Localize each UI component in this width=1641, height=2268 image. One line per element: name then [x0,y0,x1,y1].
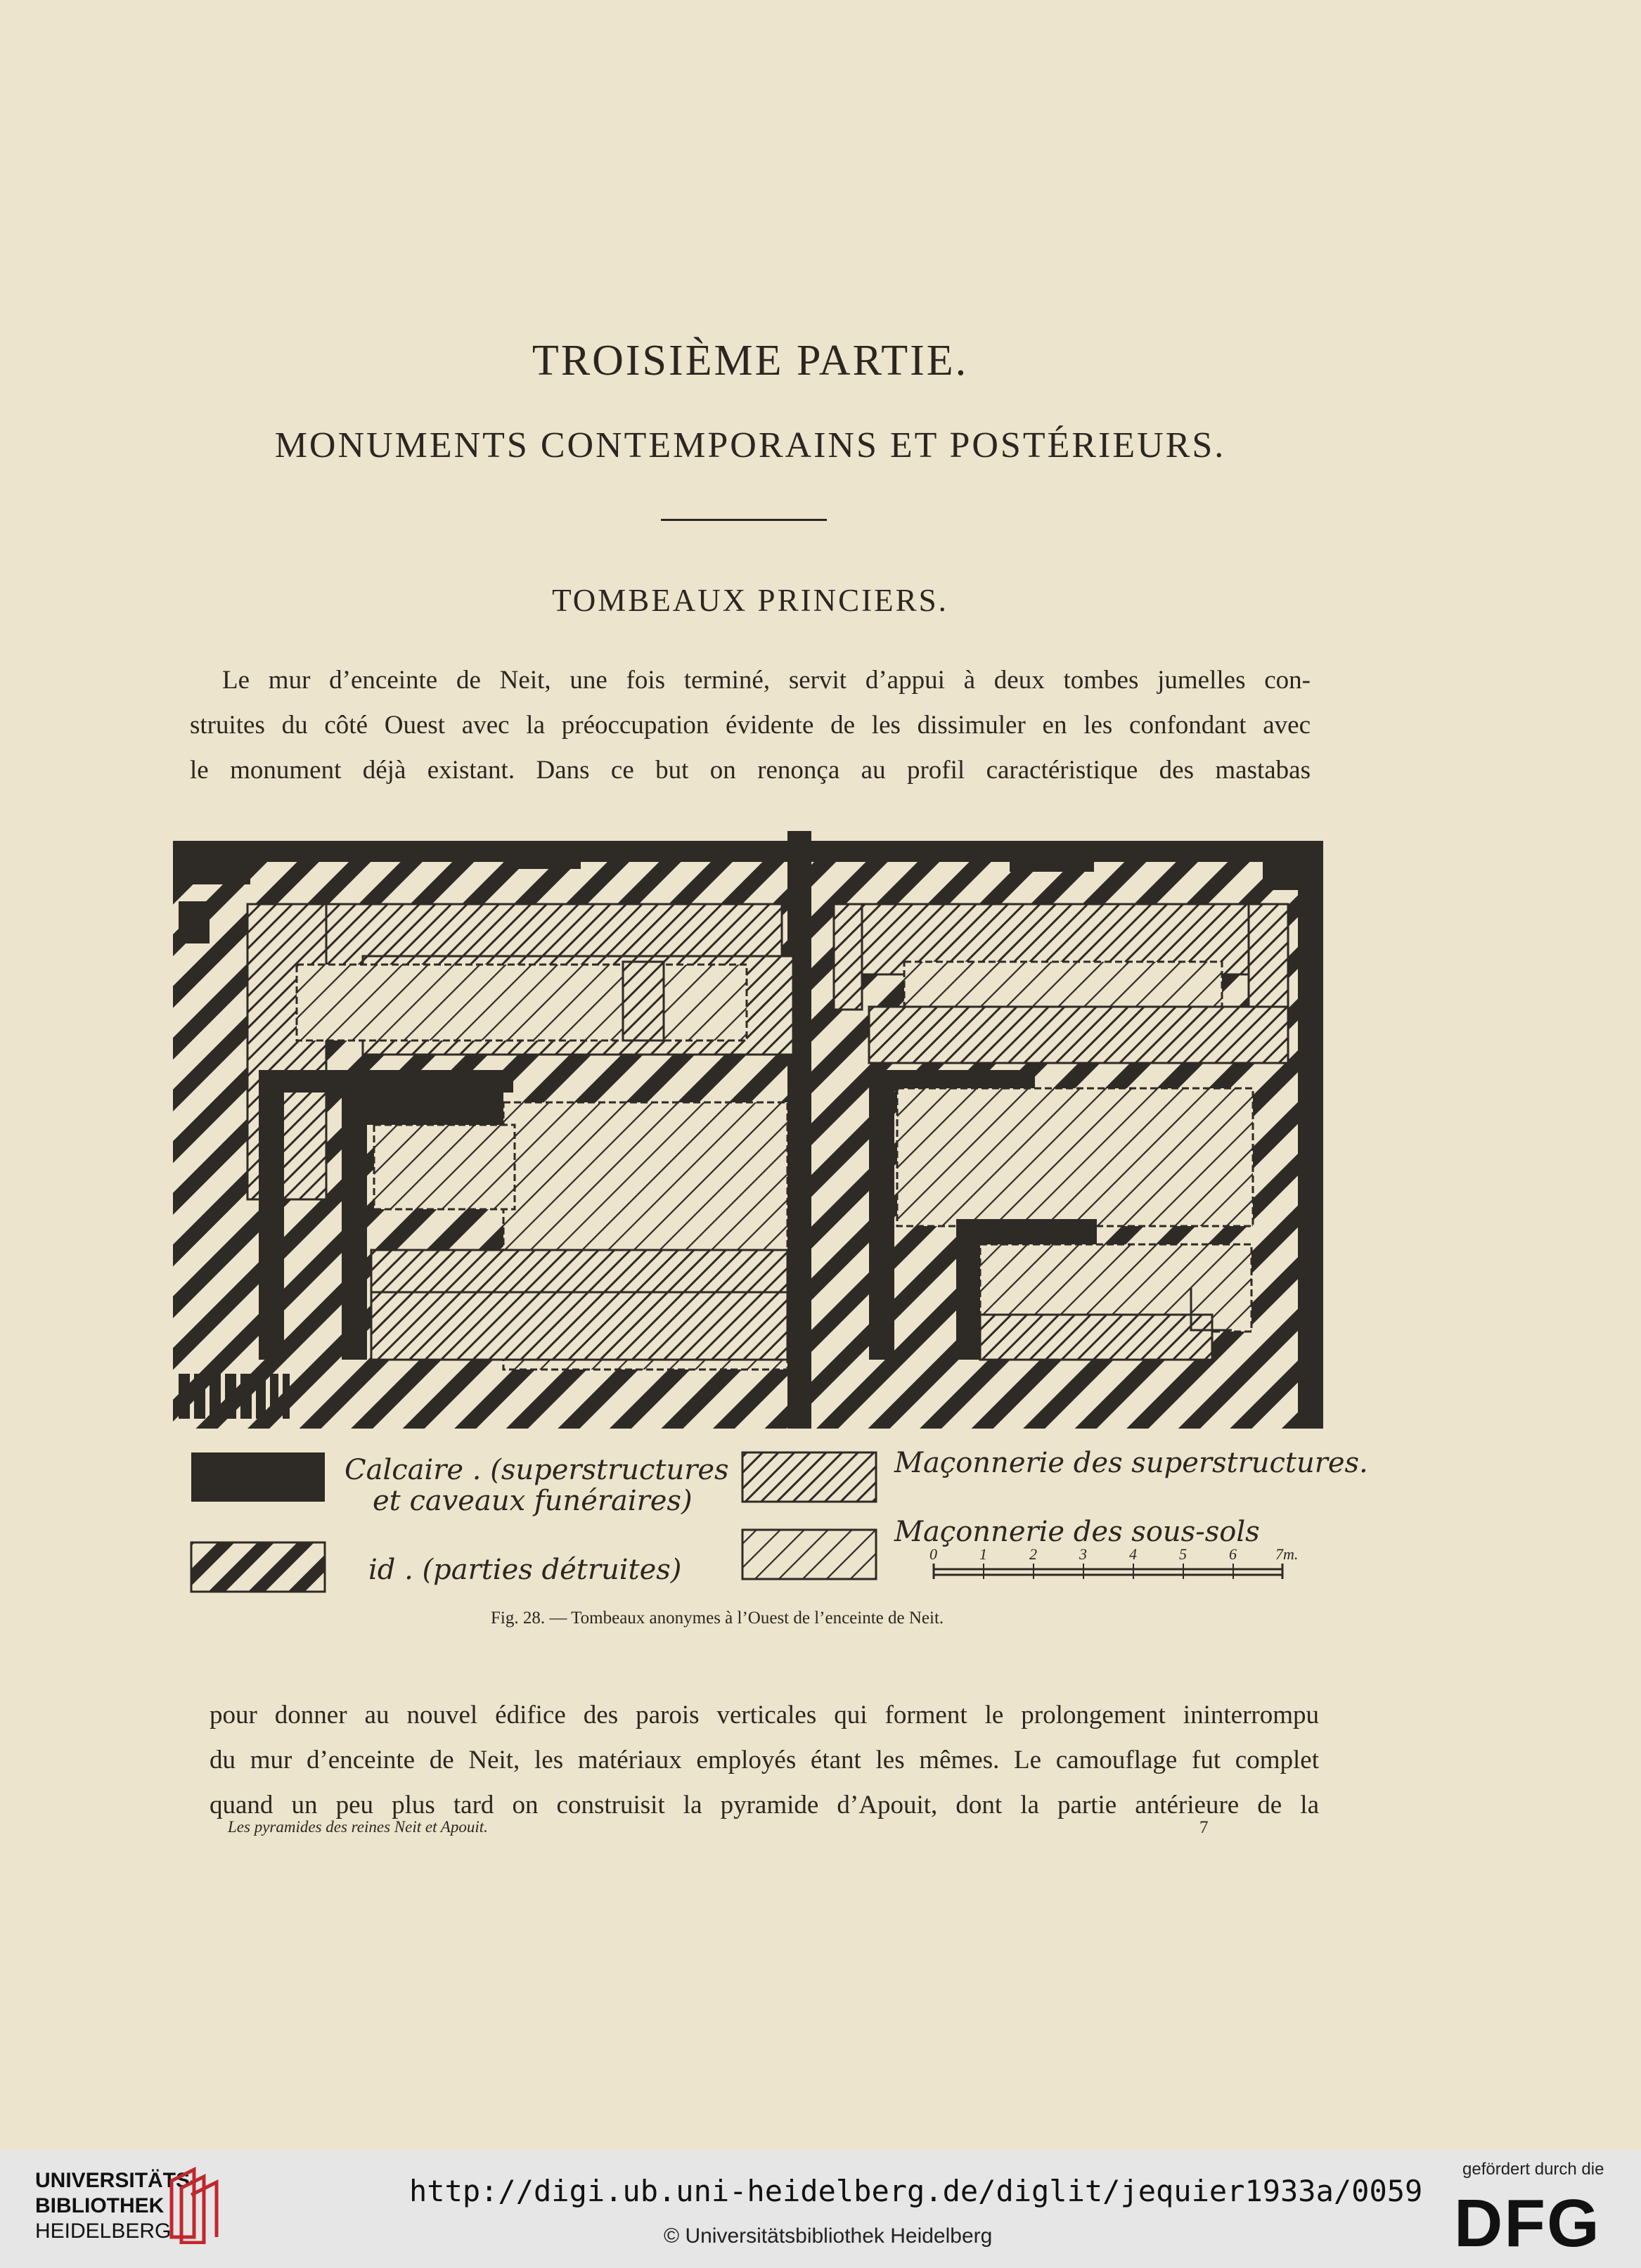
library-line: HEIDELBERG [35,2219,172,2243]
legend-swatch-superstructures [742,1452,876,1502]
paragraph-line: pour donner au nouvel édifice des parois verticales qui forment le prolongement ininterrompu [210,1701,1319,1729]
scale-label: 2 [1029,1545,1037,1563]
paragraph-1 [190,658,1311,793]
part-subtitle: MONUMENTS CONTEMPORAINS ET POSTÉRIEURS. [274,425,1226,465]
title-divider [661,519,827,521]
legend-label-calcaire-2: et caveaux funéraires) [373,1485,693,1517]
plan-central-wall [787,831,811,1429]
legend-label-detruites: id . (parties détruites) [368,1554,682,1586]
scale-label: 1 [979,1545,987,1563]
plan-top-band [173,841,1323,862]
dfg-logo[interactable]: DFG [1454,2186,1601,2261]
figure-caption: Fig. 28. — Tombeaux anonymes à l’Ouest de l’enceinte de Neit. [491,1609,944,1628]
scale-label: 3 [1079,1545,1087,1563]
legend-swatch-sous-sols [742,1530,876,1579]
scale-label: 6 [1229,1545,1237,1563]
digitization-bar [0,2150,1641,2268]
scale-label: 7m. [1275,1545,1299,1563]
tomb-plan-figure [173,831,1326,1436]
plan-bottom-blocks [179,1374,290,1419]
scale-label: 4 [1129,1545,1137,1563]
legend-label-sous-sols: Maçonnerie des sous-sols [894,1516,1260,1548]
paragraph-line: du mur d’enceinte de Neit, les matériaux employés étant les mêmes. Le camouflage fut complet [210,1746,1319,1774]
legend-label-calcaire-1: Calcaire . (superstructures [345,1454,729,1486]
legend-label-superstructures: Maçonnerie des superstructures. [894,1447,1368,1479]
scale-label: 0 [929,1545,937,1563]
section-title: TOMBEAUX PRINCIERS. [552,583,948,618]
paragraph-line: struites du côté Ouest avec la préoccupation évidente de les dissimuler en les confondant avec [190,711,1311,740]
running-title: Les pyramides des reines Neit et Apouit. [228,1818,488,1836]
permalink-url[interactable]: http://digi.ub.uni-heidelberg.de/diglit/jequier1933a/0059 [409,2174,1423,2208]
paragraph-line: Le mur d’enceinte de Neit, une fois terminé, servit d’appui à deux tombes jumelles con- [222,666,1311,695]
funding-note: gefördert durch die [1462,2160,1604,2179]
copyright-notice: © Universitätsbibliothek Heidelberg [664,2224,993,2248]
scale-label: 5 [1179,1545,1187,1563]
paragraph-2 [210,1693,1319,1828]
library-logo-icon[interactable] [166,2167,222,2244]
scale-bar [934,1564,1282,1579]
paragraph-line: quand un peu plus tard on construisit la pyramide d’Apouit, dont la partie antérieure de la [210,1791,1319,1819]
paragraph-line: le monument déjà existant. Dans ce but on renonça au profil caractéristique des mastabas [190,756,1311,785]
legend-swatch-calcaire [191,1452,325,1502]
legend-swatch-detruites [191,1542,325,1592]
library-line: BIBLIOTHEK [35,2194,165,2217]
library-line: UNIVERSITÄTS- [35,2169,198,2192]
part-title: TROISIÈME PARTIE. [532,337,969,385]
page-number: 7 [1199,1818,1209,1837]
